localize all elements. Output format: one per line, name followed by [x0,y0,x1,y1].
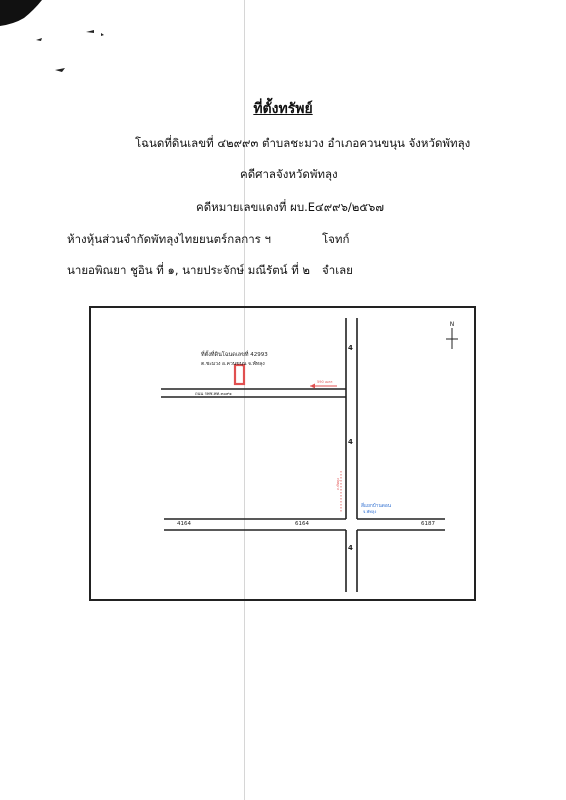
court-line: คดีศาลจังหวัดพัทลุง [240,167,338,181]
defendant-role: จำเลย [322,263,353,277]
vertical-red-label: ถ.พัทลุง [336,478,340,490]
land-plot-marker [235,365,244,384]
distance-arrow-head [310,384,315,389]
road-4-label-middle: 4 [348,438,353,446]
blue-label-line-1: สี่แยกบ้านดอน [361,504,392,509]
deed-line: โฉนดที่ดินเลขที่ ๔๒๙๙๓ ตำบลชะมวง อำเภอควนขนุน จังหวัดพัทลุง [135,136,471,150]
location-map [89,306,476,601]
case-number-line: คดีหมายเลขแดงที่ ผบ.E๔๙๙๖/๒๕๖๗ [196,200,385,214]
plaintiff-role: โจทก์ [322,232,350,246]
distance-label: 590 เมตร [317,380,333,384]
location-label-line-2: ต.ชะมวง อ.ควนขนุน จ.พัทลุง [201,361,265,367]
road-4-label-top: 4 [348,344,353,352]
location-label-line-1: ที่ตั้งที่ดินโฉนดเลขที่ 42993 [201,352,268,358]
map-drawing [91,308,474,599]
road-4164-label: 4164 [177,521,191,527]
blue-label-line-2: จ.พัทลุง [363,509,377,514]
defendant-names: นายอพิณยา ชูอิน ที่ ๑, นายประจักษ์ มณีรัตน์ ที่ ๒ [67,263,311,277]
road-6187-label: 6187 [421,521,435,527]
document-title: ที่ตั้งทรัพย์ [253,101,313,117]
road-4-label-bottom: 4 [348,544,353,552]
road-6164-label: 6164 [295,521,309,527]
plaintiff-name: ห้างหุ้นส่วนจำกัดพัทลุงไทยยนตร์กลการ ฯ [67,232,271,246]
upper-road-label: ถนน รพช.พท.๓๐๙๑ [195,391,232,396]
north-label: N [449,321,455,328]
